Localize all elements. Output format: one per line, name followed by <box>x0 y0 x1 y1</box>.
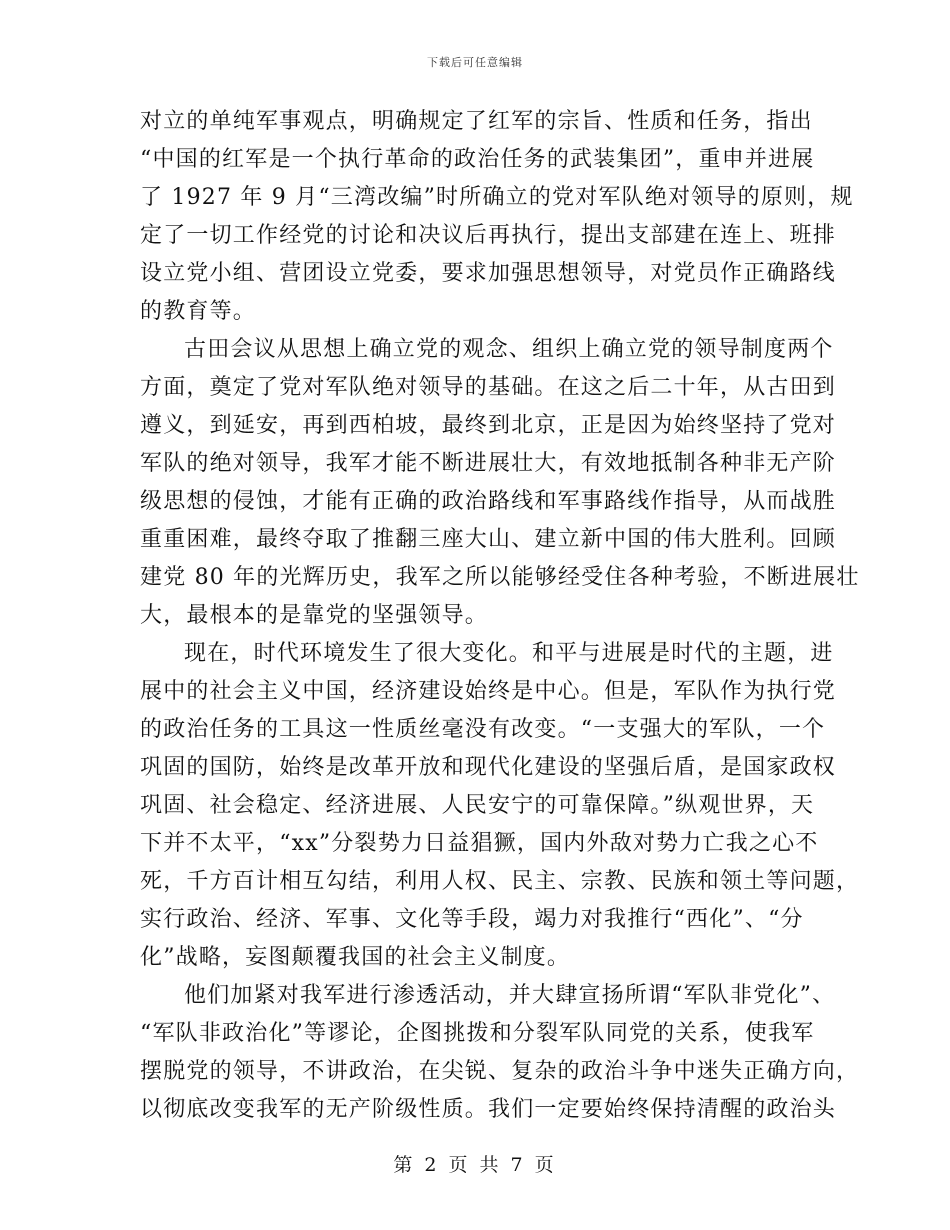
text-line: 摆脱党的领导，不讲政治，在尖锐、复杂的政治斗争中迷失正确方向， <box>140 1059 860 1084</box>
body-text <box>140 103 860 1129</box>
text-line: 死，千方百计相互勾结，利用人权、民主、宗教、民族和领土等问题， <box>140 869 860 894</box>
text-line: 化”战略，妄图颠覆我国的社会主义制度。 <box>140 945 571 970</box>
text-line: 的政治任务的工具这一性质丝毫没有改变。“一支强大的军队，一个 <box>140 717 826 742</box>
text-line: 级思想的侵蚀，才能有正确的政治路线和军事路线作指导，从而战胜 <box>140 489 837 514</box>
text-line: 定了一切工作经党的讨论和决议后再执行，提出支部建在连上、班排 <box>140 223 837 248</box>
text-line: 了 1927 年 9 月“三湾改编”时所确立的党对军队绝对领导的原则，规 <box>140 185 854 210</box>
text-line: 建党 80 年的光辉历史，我军之所以能够经受住各种考验，不断进展壮 <box>140 565 860 590</box>
text-line: 巩固的国防，始终是改革开放和现代化建设的坚强后盾，是国家政权 <box>140 755 837 780</box>
text-line: 以彻底改变我军的无产阶级性质。我们一定要始终保持清醒的政治头 <box>140 1097 837 1122</box>
page-footer: 第 2 页 共 7 页 <box>393 1154 557 1176</box>
text-line: 方面，奠定了党对军队绝对领导的基础。在这之后二十年，从古田到 <box>140 375 837 400</box>
paragraph-start-line: 古田会议从思想上确立党的观念、组织上确立党的领导制度两个 <box>184 337 834 362</box>
paragraph-start-line: 现在，时代环境发生了很大变化。和平与进展是时代的主题，进 <box>184 641 834 666</box>
text-line: 巩固、社会稳定、经济进展、人民安宁的可靠保障。”纵观世界，天 <box>140 793 815 818</box>
text-line: “军队非政治化”等谬论，企图挑拨和分裂军队同党的关系，使我军 <box>140 1021 815 1046</box>
paragraph-start-line: 他们加紧对我军进行渗透活动，并大肆宣扬所谓“军队非党化”、 <box>184 983 836 1008</box>
text-line: 重重困难，最终夺取了推翻三座大山、建立新中国的伟大胜利。回顾 <box>140 527 837 552</box>
page-header: 下载后可任意编辑 <box>427 56 523 69</box>
text-line: 下并不太平，“xx”分裂势力日益猖獗，国内外敌对势力亡我之心不 <box>140 831 819 856</box>
text-line: 大，最根本的是靠党的坚强领导。 <box>140 603 489 628</box>
text-line: “中国的红军是一个执行革命的政治任务的武装集团”，重申并进展 <box>140 147 815 172</box>
text-line: 设立党小组、营团设立党委，要求加强思想领导，对党员作正确路线 <box>140 261 837 286</box>
text-line: 实行政治、经济、军事、文化等手段，竭力对我推行“西化”、“分 <box>140 907 804 932</box>
text-line: 军队的绝对领导，我军才能不断进展壮大，有效地抵制各种非无产阶 <box>140 451 837 476</box>
text-line: 对立的单纯军事观点，明确规定了红军的宗旨、性质和任务，指出 <box>140 109 813 134</box>
text-line: 遵义，到延安，再到西柏坡，最终到北京，正是因为始终坚持了党对 <box>140 413 837 438</box>
text-line: 的教育等。 <box>140 299 257 324</box>
text-line: 展中的社会主义中国，经济建设始终是中心。但是，军队作为执行党 <box>140 679 837 704</box>
